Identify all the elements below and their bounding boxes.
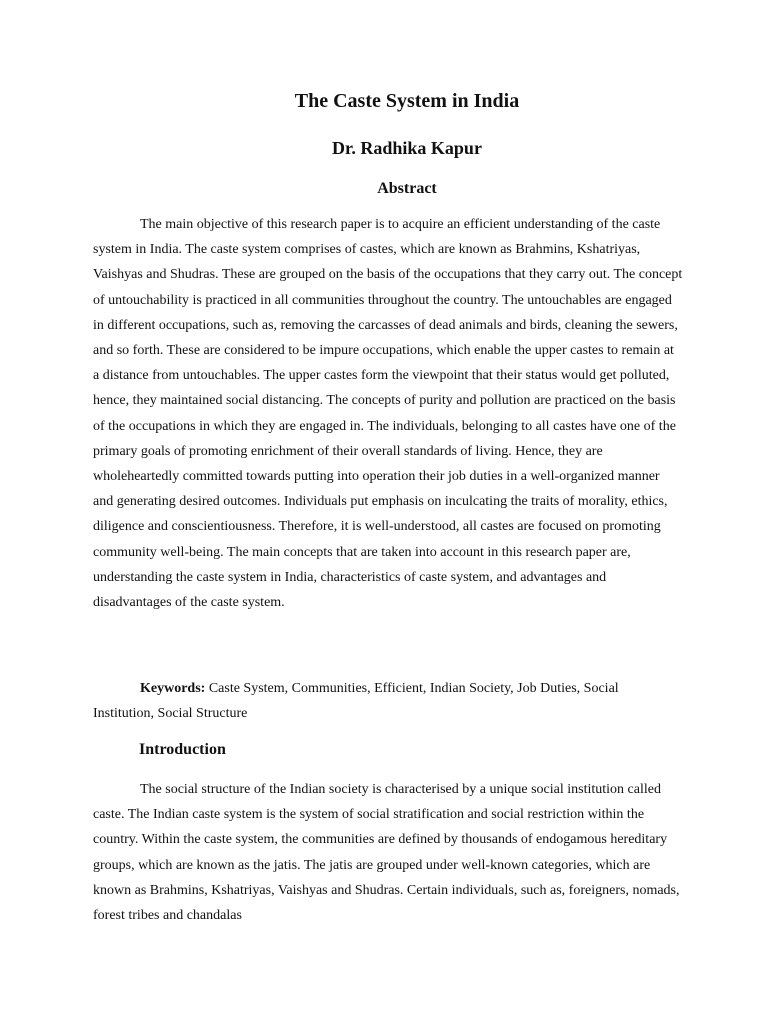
keywords-paragraph	[93, 676, 683, 726]
introduction-paragraph: The social structure of the Indian society is characterised by a unique social institution called caste. The Indian caste system is the system of social stratification and social restriction within the country. Within the caste system, the communities are defined by thousands of endogamous hereditary groups, which are known as the jatis. The jatis are grouped under well-known categories, which are known as Brahmins, Kshatriyas, Vaishyas and Shudras. Certain individuals, such as, foreigners, nomads, forest tribes and chandalas	[93, 782, 680, 924]
abstract-heading: Abstract	[377, 180, 437, 197]
keywords-list: Caste System, Communities, Efficient, Indian Society, Job Duties, Social Institution, Social Structure	[93, 681, 619, 722]
introduction-heading: Introduction	[139, 741, 226, 758]
abstract-paragraph: The main objective of this research paper is to acquire an efficient understanding of the caste system in India. The caste system comprises of castes, which are known as Brahmins, Kshatriyas, Vaishyas and Shudras. These are grouped on the basis of the occupations that they carry out. The concept of untouchability is practiced in all communities throughout the country. The untouchables are engaged in different occupations, such as, removing the carcasses of dead animals and birds, cleaning the sewers, and so forth. These are considered to be impure occupations, which enable the upper castes to remain at a distance from untouchables. The upper castes form the viewpoint that their status would get polluted, hence, they maintained social distancing. The concepts of purity and pollution are practiced on the basis of the occupations in which they are engaged in. The individuals, belonging to all castes have one of the primary goals of promoting enrichment of their overall standards of living. Hence, they are wholeheartedly committed towards putting into operation their job duties in a well-organized manner and generating desired outcomes. Individuals put emphasis on inculcating the traits of morality, ethics, diligence and conscientiousness. Therefore, it is well-understood, all castes are focused on promoting community well-being. The main concepts that are taken into account in this research paper are, understanding the caste system in India, characteristics of caste system, and advantages and disadvantages of the caste system.	[93, 217, 683, 611]
paper-title: The Caste System in India	[294, 90, 520, 112]
author-name: Dr. Radhika Kapur	[332, 138, 482, 158]
keywords-label: Keywords:	[140, 681, 206, 696]
